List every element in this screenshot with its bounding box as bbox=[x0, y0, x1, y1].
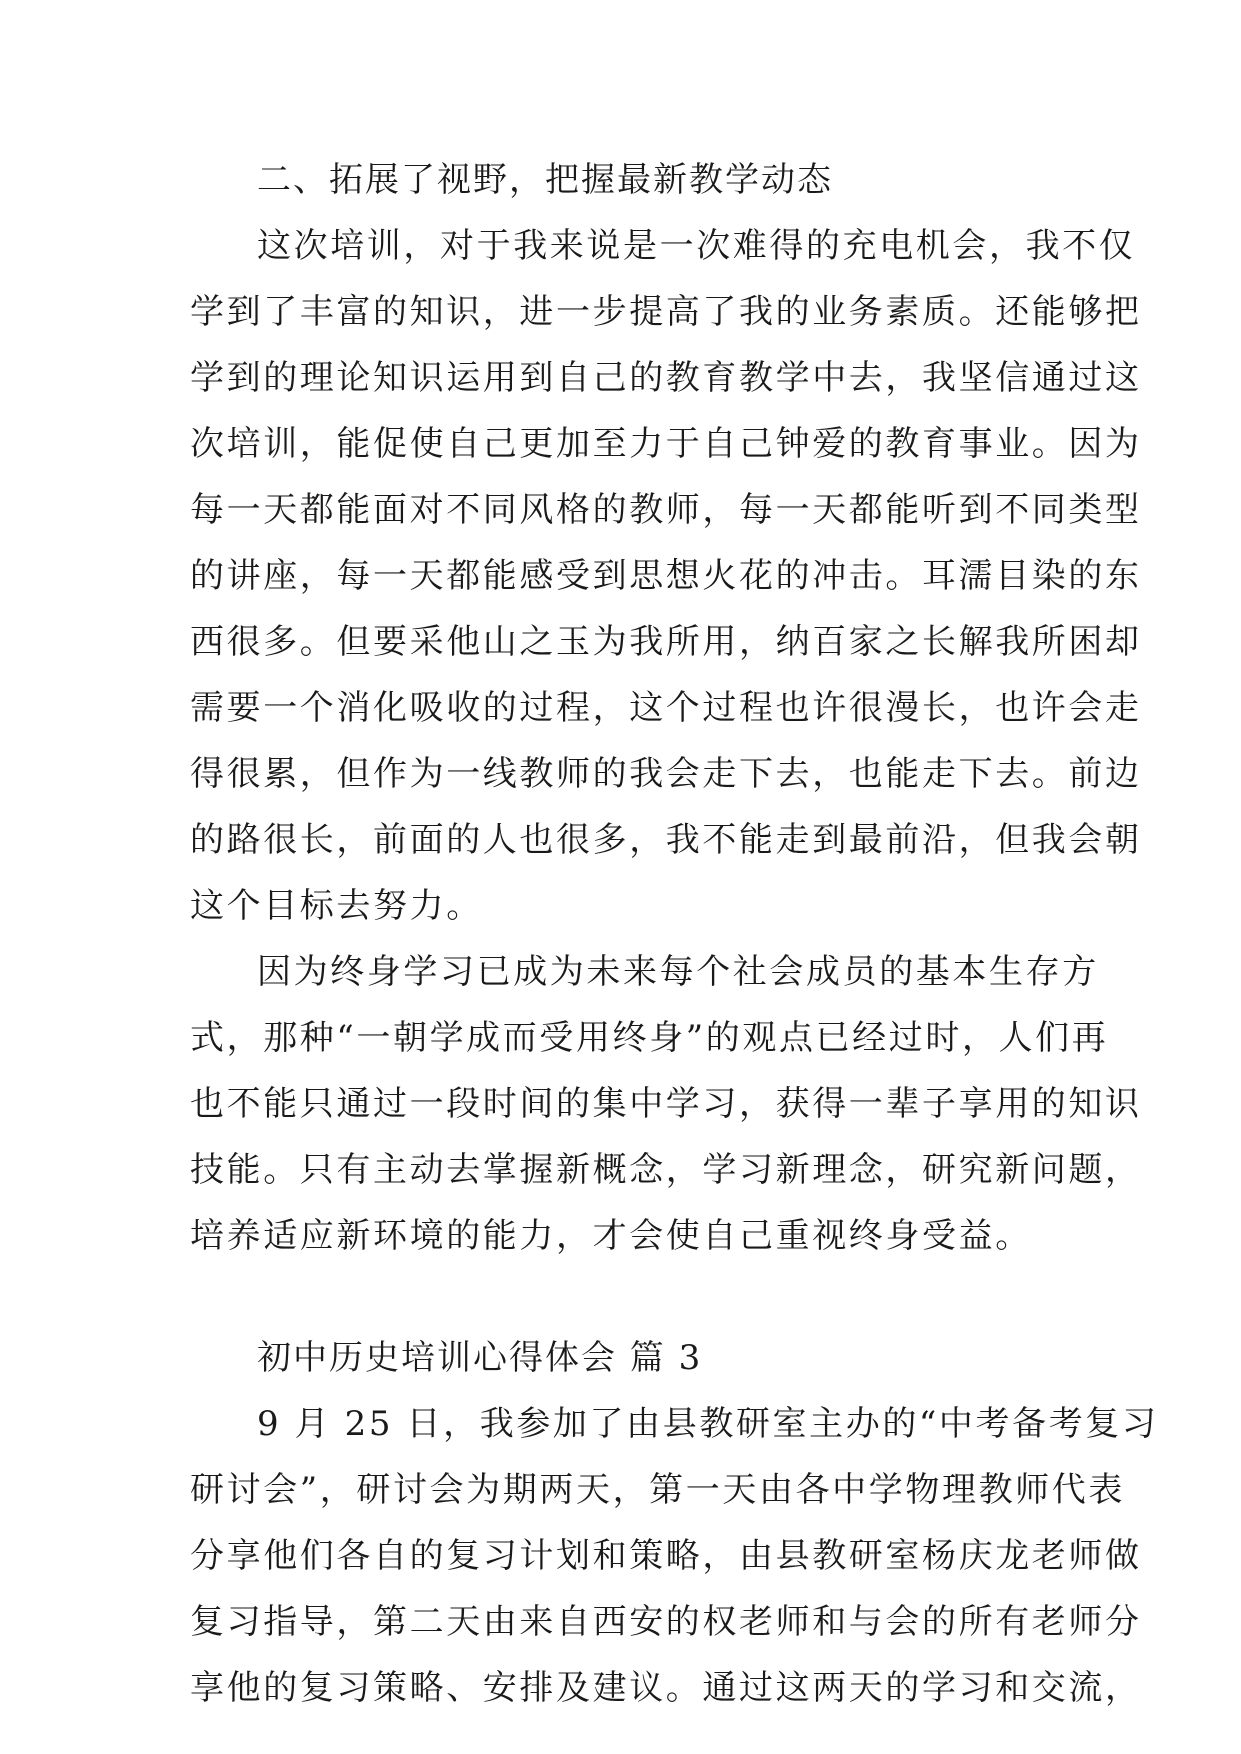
paragraph-line: 学到了丰富的知识，进一步提高了我的业务素质。还能够把 bbox=[190, 292, 1142, 332]
paragraph-line: 9 月 25 日，我参加了由县教研室主办的“中考备考复习 bbox=[257, 1404, 1159, 1444]
paragraph-line: 需要一个消化吸收的过程，这个过程也许很漫长，也许会走 bbox=[190, 688, 1142, 728]
paragraph-line: 研讨会”，研讨会为期两天，第一天由各中学物理教师代表 bbox=[190, 1470, 1125, 1510]
paragraph-line: 培养适应新环境的能力，才会使自己重视终身受益。 bbox=[190, 1216, 1032, 1256]
article-title: 初中历史培训心得体会 篇 3 bbox=[257, 1338, 703, 1378]
paragraph-line: 技能。只有主动去掌握新概念，学习新理念，研究新问题， bbox=[190, 1150, 1142, 1190]
paragraph-line: 也不能只通过一段时间的集中学习，获得一辈子享用的知识 bbox=[190, 1084, 1142, 1124]
paragraph-line: 分享他们各自的复习计划和策略，由县教研室杨庆龙老师做 bbox=[190, 1536, 1142, 1576]
section-heading: 二、拓展了视野，把握最新教学动态 bbox=[257, 160, 833, 200]
paragraph-line: 每一天都能面对不同风格的教师，每一天都能听到不同类型 bbox=[190, 490, 1142, 530]
paragraph-line: 的路很长，前面的人也很多，我不能走到最前沿，但我会朝 bbox=[190, 820, 1142, 860]
paragraph-line: 享他的复习策略、安排及建议。通过这两天的学习和交流， bbox=[190, 1668, 1142, 1708]
paragraph-line: 式，那种“一朝学成而受用终身”的观点已经过时，人们再 bbox=[190, 1018, 1109, 1058]
paragraph-line: 这次培训，对于我来说是一次难得的充电机会，我不仅 bbox=[257, 226, 1136, 266]
paragraph-line: 复习指导，第二天由来自西安的权老师和与会的所有老师分 bbox=[190, 1602, 1142, 1642]
paragraph-line: 学到的理论知识运用到自己的教育教学中去，我坚信通过这 bbox=[190, 358, 1142, 398]
paragraph-line: 这个目标去努力。 bbox=[190, 886, 483, 926]
paragraph-line: 的讲座，每一天都能感受到思想火花的冲击。耳濡目染的东 bbox=[190, 556, 1142, 596]
paragraph-line: 次培训，能促使自己更加至力于自己钟爱的教育事业。因为 bbox=[190, 424, 1142, 464]
paragraph-line: 西很多。但要采他山之玉为我所用，纳百家之长解我所困却 bbox=[190, 622, 1142, 662]
paragraph-line: 因为终身学习已成为未来每个社会成员的基本生存方 bbox=[257, 952, 1099, 992]
paragraph-line: 得很累，但作为一线教师的我会走下去，也能走下去。前边 bbox=[190, 754, 1142, 794]
